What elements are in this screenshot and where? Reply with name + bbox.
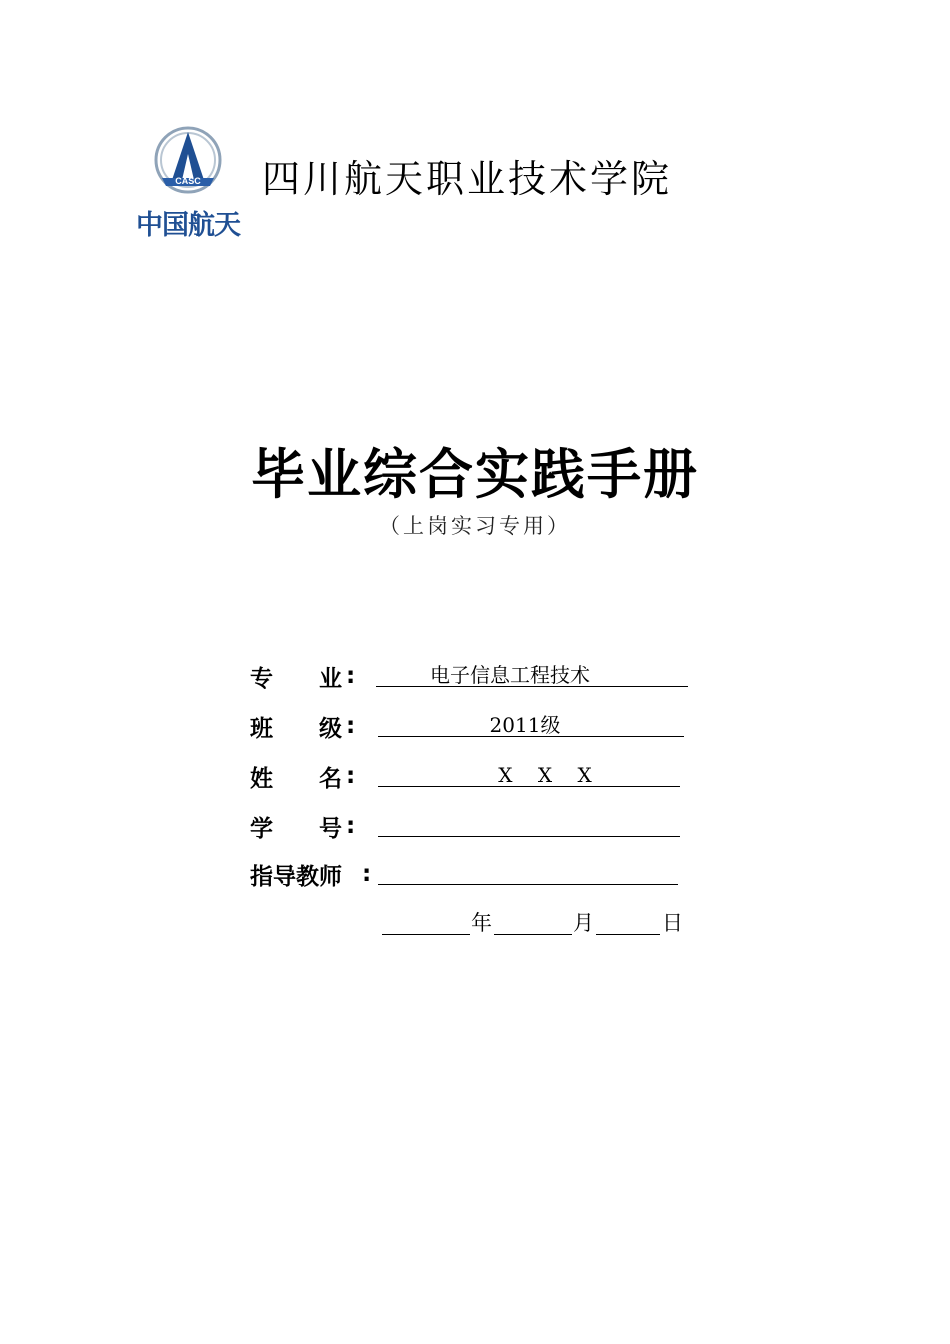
date-year-blank <box>382 934 470 935</box>
field-class-colon: : <box>346 713 356 739</box>
field-class-value: 2011级 <box>489 713 561 737</box>
field-advisor-label: 指导教师 <box>250 863 342 890</box>
field-class-label-b: 级 <box>319 715 342 742</box>
field-major-colon: : <box>346 663 356 689</box>
field-major <box>250 660 690 692</box>
field-name-label-b: 名 <box>319 765 342 792</box>
field-major-value: 电子信息工程技术 <box>430 663 590 687</box>
school-name: 四川航天职业技术学院 <box>262 157 673 201</box>
field-student-id <box>250 810 690 842</box>
field-major-label-a: 专 <box>250 665 273 692</box>
date-month-blank <box>494 934 572 935</box>
field-major-label <box>250 660 342 692</box>
page-title: 毕业综合实践手册 <box>251 443 699 506</box>
casc-logo <box>132 122 244 240</box>
field-advisor-value <box>430 858 630 886</box>
field-advisor-colon: : <box>362 861 372 887</box>
date-month-unit: 月 <box>573 911 594 935</box>
logo-emblem-text: CASC <box>175 176 201 186</box>
logo-brand-text: 中国航天 <box>136 210 240 240</box>
field-class <box>250 710 690 742</box>
field-name-value: X X X <box>498 763 592 787</box>
field-name-colon: : <box>346 763 356 789</box>
field-class-label-a: 班 <box>250 715 273 742</box>
field-major-label-b: 业 <box>319 665 342 692</box>
field-student-id-label-a: 学 <box>250 815 273 842</box>
page-subtitle: （上岗实习专用） <box>379 514 571 538</box>
field-student-id-colon: : <box>346 813 356 839</box>
date-year-unit: 年 <box>471 911 492 935</box>
date-day-blank <box>596 934 660 935</box>
date-line <box>382 908 692 940</box>
casc-emblem-icon <box>132 122 244 240</box>
field-student-id-label-b: 号 <box>319 815 342 842</box>
field-name-label-a: 姓 <box>250 765 273 792</box>
field-name <box>250 760 690 792</box>
field-name-label <box>250 760 342 792</box>
field-advisor <box>250 858 690 890</box>
field-student-id-value <box>430 810 630 838</box>
field-class-label <box>250 710 342 742</box>
field-student-id-label <box>250 810 342 842</box>
date-day-unit: 日 <box>662 911 683 935</box>
